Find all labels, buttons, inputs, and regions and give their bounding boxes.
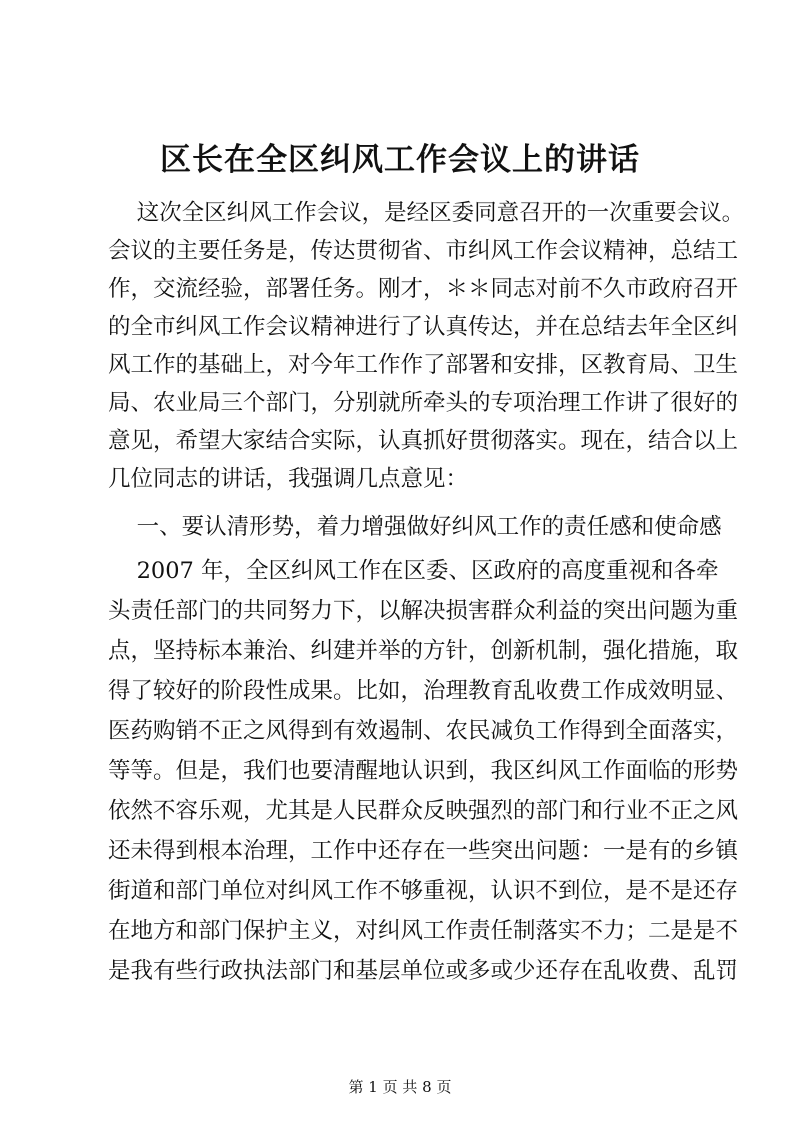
body-line: 局、农业局三个部门，分别就所牵头的专项治理工作讲了很好的 [108, 390, 739, 416]
body-line: 会议的主要任务是，传达贯彻省、市纠风工作会议精神，总结工 [108, 238, 739, 264]
body-line: 点，坚持标本兼治、纠建并举的方针，创新机制，强化措施，取 [108, 638, 739, 664]
body-line: 的全市纠风工作会议精神进行了认真传达，并在总结去年全区纠 [108, 314, 739, 340]
body-line: 依然不容乐观，尤其是人民群众反映强烈的部门和行业不正之风 [108, 798, 739, 824]
body-line: 意见，希望大家结合实际，认真抓好贯彻落实。现在，结合以上 [108, 428, 739, 454]
body-line: 在地方和部门保护主义，对纠风工作责任制落实不力；二是是不 [108, 918, 739, 944]
body-line: 作，交流经验，部署任务。刚才，＊＊同志对前不久市政府召开 [108, 276, 739, 302]
body-line: 头责任部门的共同努力下，以解决损害群众利益的突出问题为重 [108, 598, 739, 624]
body-line: 街道和部门单位对纠风工作不够重视，认识不到位，是不是还存 [108, 878, 739, 904]
section-heading: 一、要认清形势，着力增强做好纠风工作的责任感和使命感 [108, 514, 722, 540]
body-line: 等等。但是，我们也要清醒地认识到，我区纠风工作面临的形势 [108, 758, 739, 784]
body-line: 风工作的基础上，对今年工作作了部署和安排，区教育局、卫生 [108, 352, 739, 378]
body-line: 是我有些行政执法部门和基层单位或多或少还存在乱收费、乱罚 [108, 958, 739, 984]
body-line: 几位同志的讲话，我强调几点意见： [108, 466, 469, 492]
body-line: 还未得到根本治理，工作中还存在一些突出问题：一是有的乡镇 [108, 838, 739, 864]
body-line: 这次全区纠风工作会议，是经区委同意召开的一次重要会议。 [108, 200, 745, 226]
page-footer: 第 1 页 共 8 页 [348, 1078, 452, 1096]
body-line: 医药购销不正之风得到有效遏制、农民减负工作得到全面落实， [108, 718, 739, 744]
body-line: 2007 年，全区纠风工作在区委、区政府的高度重视和各牵 [108, 558, 719, 584]
body-line: 得了较好的阶段性成果。比如，治理教育乱收费工作成效明显、 [108, 678, 739, 704]
document-title: 区长在全区纠风工作会议上的讲话 [160, 142, 640, 178]
